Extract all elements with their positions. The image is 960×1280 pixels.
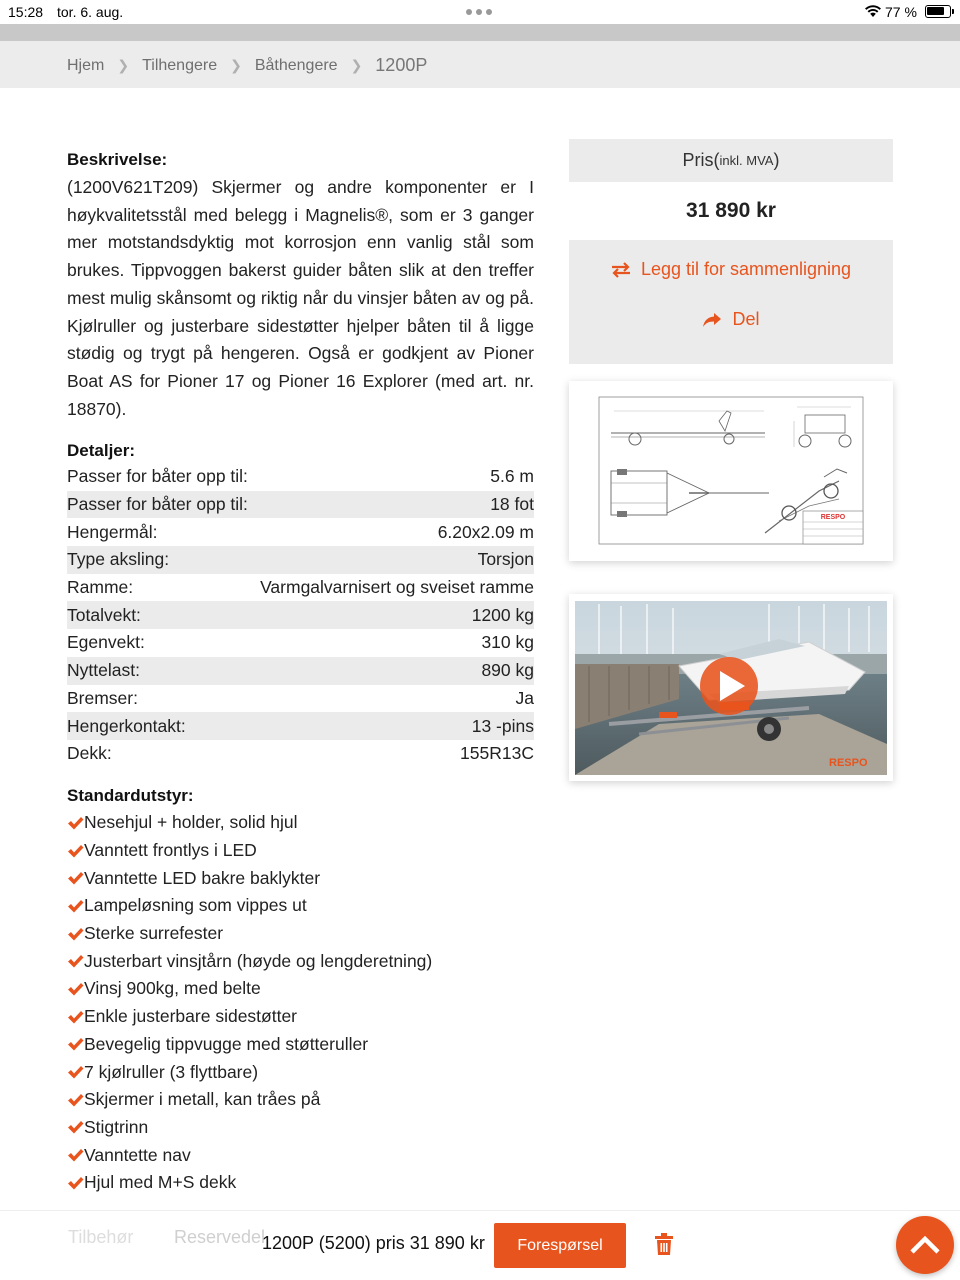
standard-equipment-title: Standardutstyr:	[67, 786, 194, 805]
details-label: Nyttelast:	[67, 660, 140, 681]
details-label: Ramme:	[67, 577, 134, 598]
details-row	[67, 574, 534, 602]
list-item	[67, 1086, 547, 1114]
header-strip	[0, 24, 960, 41]
bottom-action-bar	[0, 1210, 960, 1280]
check-icon	[67, 1176, 84, 1190]
chevron-right-icon: ❯	[117, 57, 130, 73]
details-value: 5.6 m	[490, 466, 534, 487]
details-row	[67, 463, 534, 491]
details-value: Torsjon	[477, 549, 534, 570]
details-label: Type aksling:	[67, 549, 170, 570]
list-item-label: Skjermer i metall, kan tråes på	[84, 1089, 321, 1110]
list-item-label: Nesehjul + holder, solid hjul	[84, 812, 298, 833]
list-item-label: Enkle justerbare sidestøtter	[84, 1006, 298, 1027]
check-icon	[67, 1093, 84, 1107]
price-vat-note: inkl. MVA	[719, 153, 774, 168]
check-icon	[67, 982, 84, 996]
details-row	[67, 712, 534, 740]
check-icon	[67, 899, 84, 913]
multitasking-dots-icon[interactable]	[466, 9, 492, 15]
price-label: Pris( inkl. MVA )	[682, 150, 780, 170]
details-value: 18 fot	[490, 494, 534, 515]
details-value: 6.20x2.09 m	[437, 521, 534, 542]
compare-icon	[611, 262, 631, 278]
list-item	[67, 975, 547, 1003]
breadcrumb-current: 1200P	[375, 55, 428, 75]
details-label: Bremser:	[67, 687, 138, 708]
check-icon	[67, 871, 84, 885]
list-item	[67, 809, 547, 837]
technical-drawing-image[interactable]	[569, 381, 893, 561]
details-row	[67, 518, 534, 546]
list-item	[67, 1031, 547, 1059]
breadcrumb-trailers[interactable]: Tilhengere	[142, 56, 218, 74]
description-title: Beskrivelse:	[67, 150, 168, 169]
chevron-up-icon	[910, 1236, 940, 1254]
battery-icon	[925, 5, 951, 18]
details-row	[67, 740, 534, 768]
list-item-label: Vinsj 900kg, med belte	[84, 978, 261, 999]
cart-summary: 1200P (5200) pris 31 890 kr	[262, 1233, 485, 1253]
breadcrumb-bar	[0, 41, 960, 88]
breadcrumb-home[interactable]: Hjem	[67, 56, 105, 74]
list-item	[67, 1169, 547, 1197]
details-value: 890 kg	[481, 660, 534, 681]
price-panel	[569, 139, 893, 364]
trailer-drawing	[569, 381, 893, 561]
details-label: Totalvekt:	[67, 604, 141, 625]
details-value: 13 -pins	[471, 715, 534, 736]
list-item-label: Bevegelig tippvugge med støtteruller	[84, 1033, 369, 1054]
details-value: Ja	[515, 687, 534, 708]
drawing-brand: RESPO	[820, 514, 846, 521]
check-icon	[67, 1120, 84, 1134]
status-time: 15:28	[8, 4, 44, 20]
list-item-label: Vanntette nav	[84, 1144, 191, 1165]
details-label: Hengerkontakt:	[67, 715, 186, 736]
details-row	[67, 491, 534, 519]
list-item	[67, 1114, 547, 1142]
details-table	[67, 463, 534, 768]
details-row	[67, 657, 534, 685]
share-label: Del	[732, 309, 760, 329]
video-brand: RESPO	[829, 757, 868, 769]
list-item-label: Sterke surrefester	[84, 923, 224, 944]
list-item	[67, 1003, 547, 1031]
list-item	[67, 1141, 547, 1169]
share-icon	[702, 312, 722, 328]
details-label: Egenvekt:	[67, 632, 145, 653]
share-button[interactable]	[569, 309, 893, 330]
compare-label: Legg til for sammenligning	[640, 259, 852, 279]
description-text: (1200V621T209) Skjermer og andre komponenter er I høykvalitetsstål med belegg i Magnelis®, som er 3 ganger mer motstandsdyktig mot korrosjon enn vanlig stål som brukes. Tippvoggen bakerst guider båten slik at den treffer mest mulig skånsomt og riktig når du vinsjer båten av og på. Kjølruller og justerbare sidestøtter hjelper båten til å ligge stødig og trygt på hengeren. Også er godkjent av Pioner Boat AS for Pioner 17 og Pioner 16 Explorer (med art. nr. 18870).	[67, 177, 534, 419]
check-icon	[67, 1065, 84, 1079]
video-thumbnail[interactable]	[569, 594, 893, 781]
check-icon	[67, 816, 84, 830]
video-still	[569, 594, 893, 781]
wifi-icon	[864, 4, 882, 18]
details-value: 155R13C	[460, 743, 534, 764]
list-item-label: Vanntette LED bakre baklykter	[84, 867, 321, 888]
list-item-label: Vanntett frontlys i LED	[84, 840, 257, 861]
list-item-label: Hjul med M+S dekk	[84, 1172, 237, 1193]
breadcrumb	[67, 55, 427, 76]
check-icon	[67, 844, 84, 858]
status-date: tor. 6. aug.	[57, 4, 124, 20]
details-row	[67, 601, 534, 629]
list-item	[67, 892, 547, 920]
list-item-label: Lampeløsning som vippes ut	[84, 895, 307, 916]
compare-button[interactable]	[569, 259, 893, 280]
details-title: Detaljer:	[67, 441, 136, 460]
details-label: Passer for båter opp til:	[67, 494, 248, 515]
check-icon	[67, 927, 84, 941]
tab-accessories[interactable]: Tilbehør	[68, 1227, 134, 1247]
list-item-label: Stigtrinn	[84, 1116, 149, 1137]
list-item	[67, 947, 547, 975]
check-icon	[67, 1010, 84, 1024]
list-item-label: Justerbart vinsjtårn (høyde og lengderetning)	[84, 950, 433, 971]
list-item-label: 7 kjølruller (3 flyttbare)	[84, 1061, 259, 1082]
details-label: Hengermål:	[67, 521, 158, 542]
scroll-to-top-button[interactable]	[896, 1216, 954, 1274]
check-icon	[67, 1148, 84, 1162]
tab-spare-parts[interactable]: Reservedel	[174, 1227, 266, 1247]
details-row	[67, 685, 534, 713]
check-icon	[67, 1037, 84, 1051]
enquiry-button[interactable]: Forespørsel	[494, 1223, 626, 1268]
details-value: 1200 kg	[471, 604, 534, 625]
chevron-right-icon: ❯	[350, 57, 363, 73]
price-value: 31 890 kr	[569, 182, 893, 240]
details-value: 310 kg	[481, 632, 534, 653]
list-item	[67, 1058, 547, 1086]
list-item	[67, 920, 547, 948]
details-label: Dekk:	[67, 743, 112, 764]
trash-icon[interactable]	[654, 1233, 674, 1255]
list-item	[67, 864, 547, 892]
details-row	[67, 629, 534, 657]
list-item	[67, 837, 547, 865]
breadcrumb-boat-trailers[interactable]: Båthengere	[254, 56, 338, 74]
details-value: Varmgalvarnisert og sveiset ramme	[260, 577, 534, 598]
chevron-right-icon: ❯	[230, 57, 242, 73]
status-bar	[0, 0, 960, 24]
check-icon	[67, 954, 84, 968]
details-label: Passer for båter opp til:	[67, 466, 248, 487]
standard-equipment-list	[67, 809, 547, 1197]
details-row	[67, 546, 534, 574]
battery-percent: 77 %	[885, 4, 917, 20]
